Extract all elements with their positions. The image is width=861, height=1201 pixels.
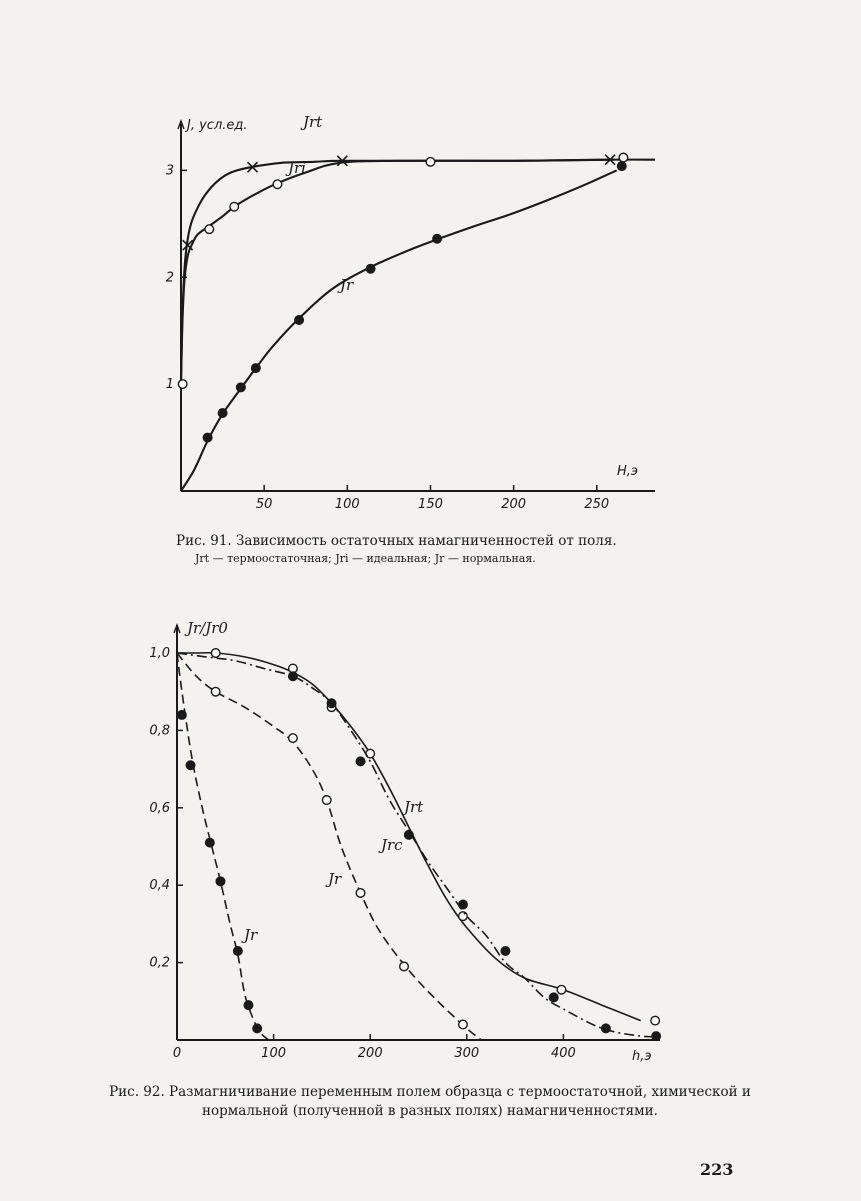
figure-91-legend-caption: Jrt — термоостаточная; Jri — идеальная; Jr — нормальная. (195, 552, 536, 565)
series-line-jrt-0 (181, 160, 655, 384)
data-point-jrc (602, 1024, 611, 1033)
y-tick-label: 0,2 (149, 955, 170, 971)
x-tick-label: 100 (334, 497, 360, 512)
data-point-jri (178, 380, 187, 389)
data-point-jrc (356, 757, 365, 766)
series-line-jr-3 (177, 653, 269, 1040)
data-point-jr (356, 889, 365, 898)
y-axis-label: Jr/Jr0 (187, 619, 228, 637)
data-point-jrc (501, 947, 510, 956)
data-point-jr (253, 1024, 262, 1033)
data-point-jrt (651, 1016, 660, 1025)
series-line-jri-1 (181, 160, 613, 384)
y-tick-label: 0,4 (149, 878, 170, 894)
x-tick-label: 0 (172, 1046, 182, 1061)
figure-92-caption: Рис. 92. Размагничивание переменным полем образца с термоостаточной, химической и нормальной (полученной в разных полях) намагниченностями. (109, 1084, 751, 1119)
data-point-jr (366, 264, 375, 273)
data-point-jr (218, 409, 227, 418)
data-point-jr (252, 364, 261, 373)
data-point-jr (186, 761, 195, 770)
y-tick-label: 1 (165, 377, 174, 393)
data-point-jri (273, 180, 282, 189)
data-point-jri (205, 225, 214, 234)
x-axis-label: h,э (632, 1049, 652, 1064)
figure-92-chart (0, 612, 861, 1072)
figure-91-chart (0, 100, 861, 520)
x-tick-label: 200 (357, 1046, 383, 1061)
data-point-jr (289, 734, 298, 743)
data-point-jr (322, 796, 331, 805)
series-label-jr: Jr (244, 926, 258, 944)
x-axis-label: H,э (617, 464, 639, 479)
data-point-jr (237, 383, 246, 392)
data-point-jri (426, 158, 435, 167)
y-tick-label: 3 (165, 163, 174, 179)
series-label-jr: Jr (328, 870, 342, 888)
data-point-jr (459, 1020, 468, 1029)
series-line-jr-2 (181, 170, 617, 491)
x-tick-label: 100 (261, 1046, 287, 1061)
series-label-jr: Jr (340, 276, 354, 294)
data-point-jrc (459, 900, 468, 909)
data-point-jrt (211, 649, 220, 658)
y-axis-label: J, усл.ед. (187, 118, 248, 133)
data-point-jrc (327, 699, 336, 708)
x-tick-label: 400 (550, 1046, 576, 1061)
data-point-jr (234, 947, 243, 956)
data-point-jrc (405, 831, 414, 840)
page-number: 223 (700, 1160, 734, 1179)
x-tick-label: 300 (454, 1046, 480, 1061)
data-point-jr (244, 1001, 253, 1010)
x-tick-label: 250 (584, 497, 610, 512)
y-tick-label: 1,0 (149, 646, 170, 661)
data-point-jr (206, 838, 215, 847)
series-label-jrc: Jrc (381, 836, 403, 854)
data-point-jrt (459, 912, 468, 921)
series-label-jrt: Jrt (303, 113, 323, 131)
figure-91-caption: Рис. 91. Зависимость остаточных намагниченностей от поля. (176, 533, 617, 549)
y-tick-label: 0,8 (149, 723, 170, 739)
x-tick-label: 200 (501, 497, 527, 512)
y-tick-label: 2 (165, 270, 174, 286)
data-point-jri (619, 153, 628, 162)
data-point-jr (433, 234, 442, 243)
data-point-jrc (652, 1032, 661, 1041)
data-point-jr (203, 433, 212, 442)
data-point-jrt (366, 749, 375, 758)
data-point-jr (216, 877, 225, 886)
series-label-jri: Jri (288, 159, 306, 177)
data-point-jr (178, 711, 187, 720)
data-point-jrc (549, 993, 558, 1002)
series-line-jrc-1 (177, 653, 660, 1037)
data-point-jrt (557, 985, 566, 994)
y-tick-label: 0,6 (149, 800, 170, 816)
data-point-jr (211, 687, 220, 696)
data-point-jr (295, 316, 304, 325)
data-point-jrc (289, 672, 298, 681)
data-point-jr (400, 962, 409, 971)
series-label-jrt: Jrt (404, 798, 424, 816)
data-point-jr (617, 162, 626, 171)
x-tick-label: 150 (418, 497, 443, 512)
data-point-jri (230, 202, 239, 211)
x-tick-label: 50 (255, 497, 273, 512)
